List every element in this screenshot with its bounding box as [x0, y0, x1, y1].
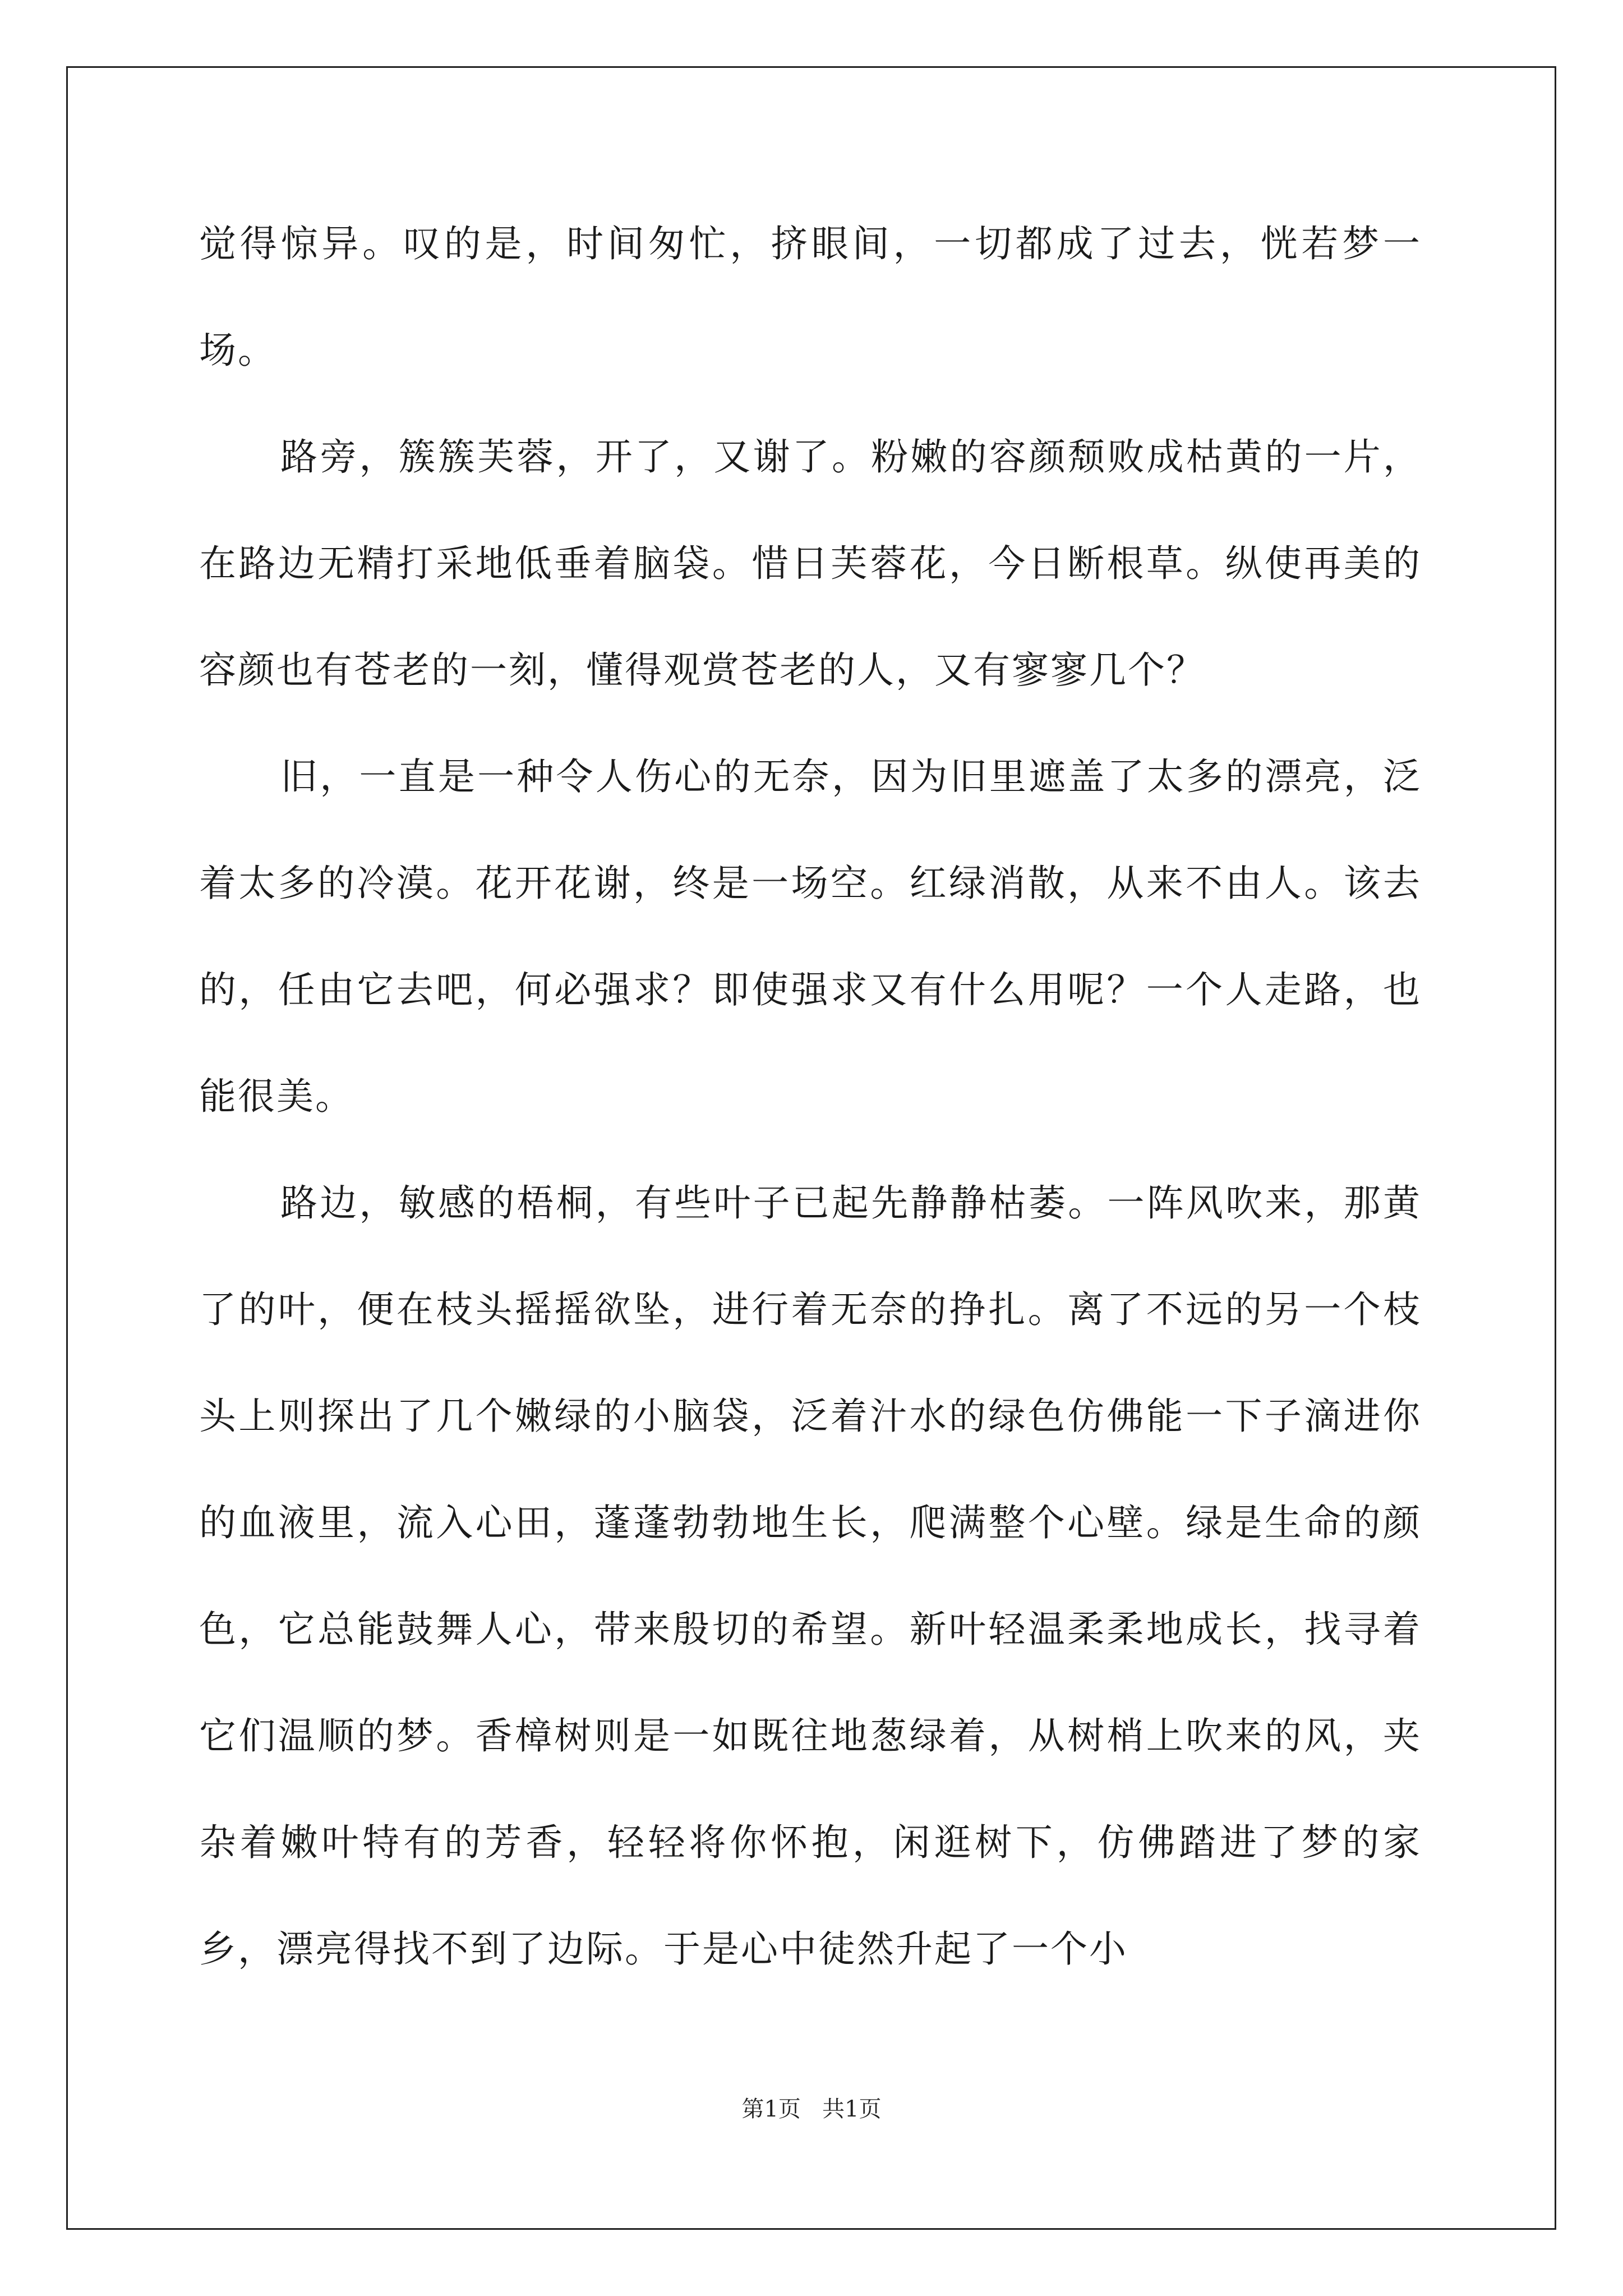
paragraph-1: 觉得惊异。叹的是，时间匆忙，挤眼间，一切都成了过去，恍若梦一场。 [199, 222, 1422, 372]
document-body [199, 191, 1422, 2003]
paragraph-3: 旧，一直是一种令人伤心的无奈，因为旧里遮盖了太多的漂亮，泛着太多的冷漠。花开花谢，终是一场空。红绿消散，从来不由人。该去的，任由它去吧，何必强求？即使强求又有什么用呢？一个人走路，也能很美。 [199, 755, 1422, 1118]
paragraph-2: 路旁，簇簇芙蓉，开了，又谢了。粉嫩的容颜颓败成枯黄的一片，在路边无精打采地低垂着脑袋。惜日芙蓉花，今日断根草。纵使再美的容颜也有苍老的一刻，懂得观赏苍老的人，又有寥寥几个？ [199, 435, 1422, 692]
page-footer: 第1页 共1页 [741, 2096, 882, 2122]
paragraph-4: 路边，敏感的梧桐，有些叶子已起先静静枯萎。一阵风吹来，那黄了的叶，便在枝头摇摇欲坠，进行着无奈的挣扎。离了不远的另一个枝头上则探出了几个嫩绿的小脑袋，泛着汁水的绿色仿佛能一下子滴进你的血液里，流入心田，蓬蓬勃勃地生长，爬满整个心壁。绿是生命的颜色，它总能鼓舞人心，带来殷切的希望。新叶轻温柔柔地成长，找寻着它们温顺的梦。香樟树则是一如既往地葱绿着，从树梢上吹来的风，夹杂着嫩叶特有的芳香，轻轻将你怀抱，闲逛树下，仿佛踏进了梦的家乡，漂亮得找不到了边际。于是心中徒然升起了一个小 [199, 1181, 1422, 1971]
